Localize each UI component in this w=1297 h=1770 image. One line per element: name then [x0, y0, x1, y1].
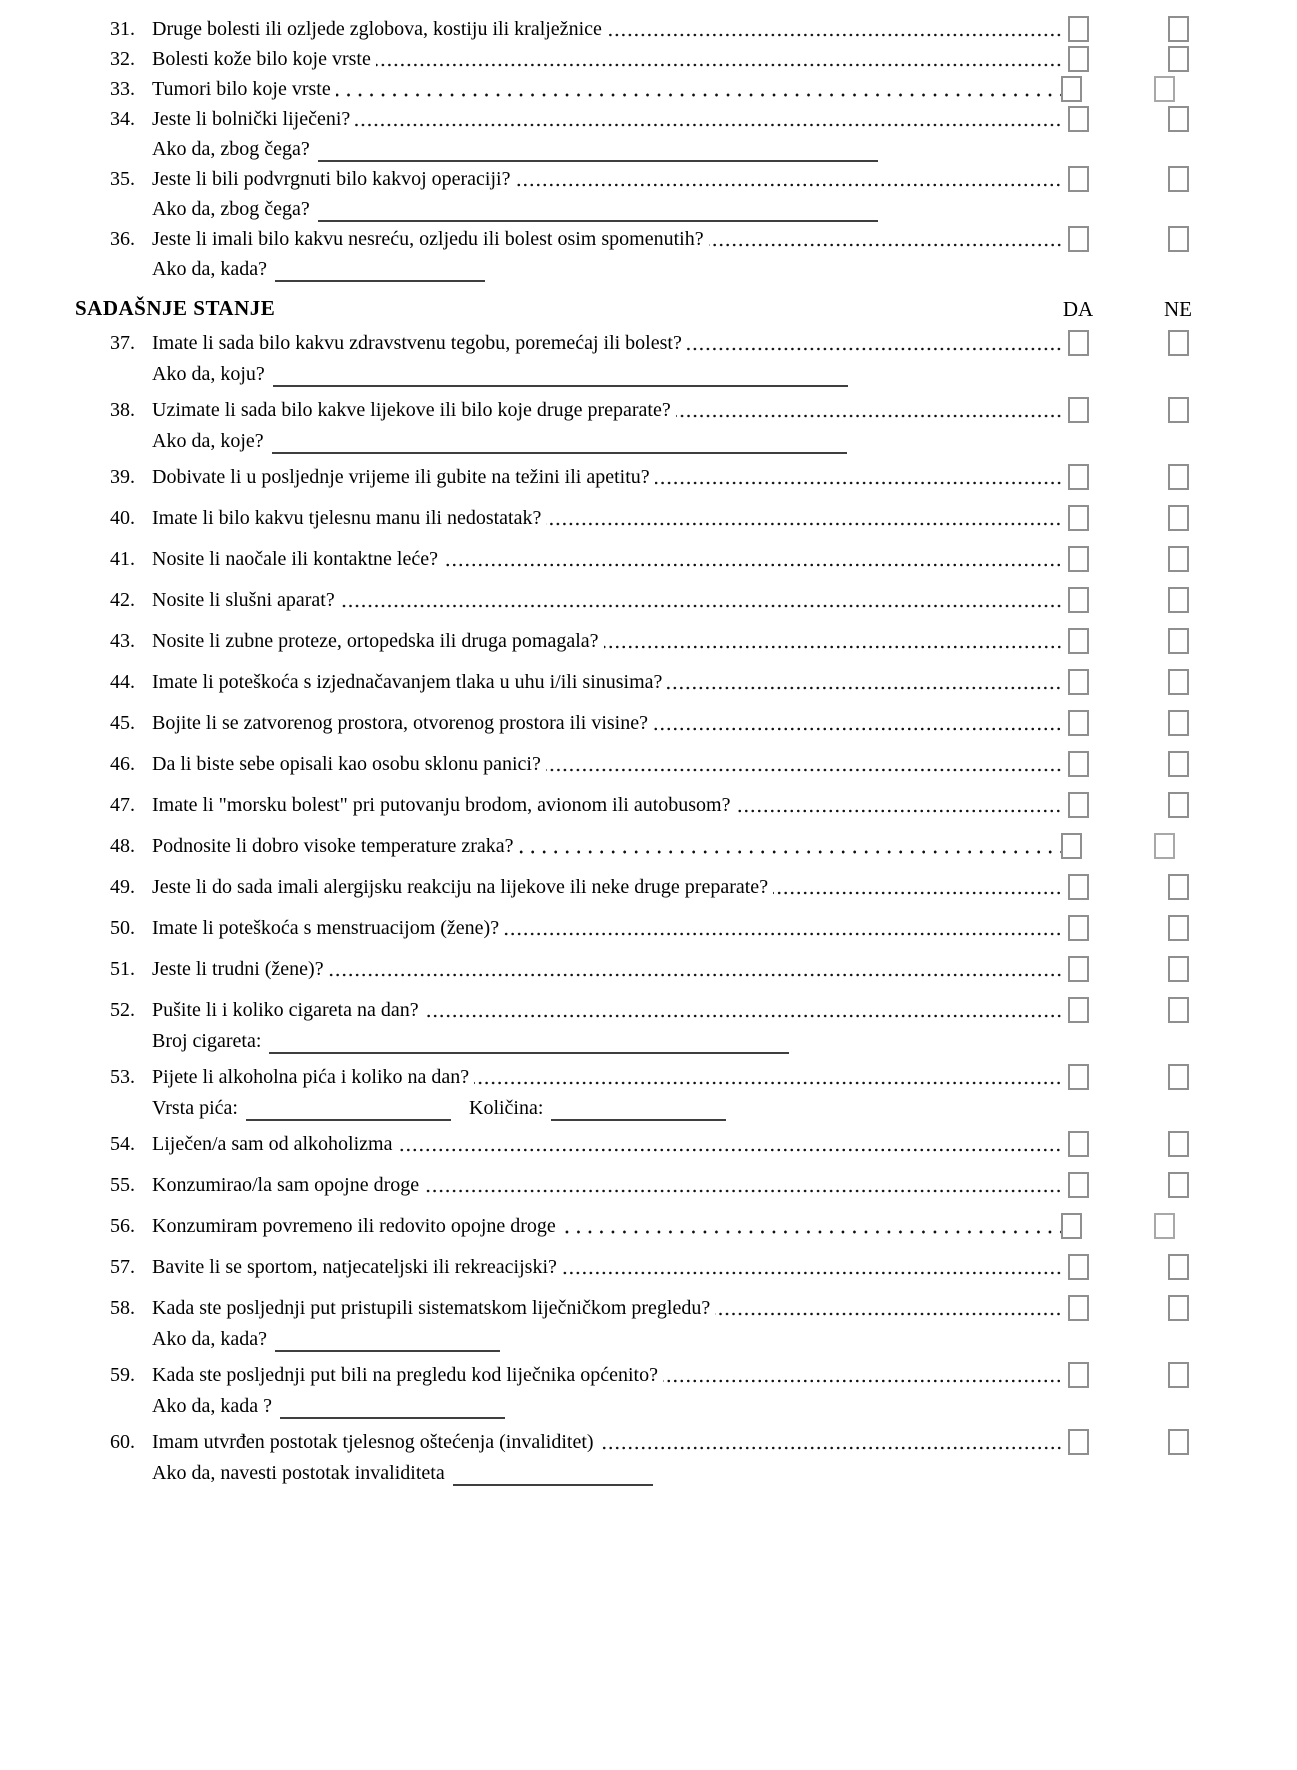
- da-checkbox[interactable]: [1068, 166, 1089, 192]
- ne-checkbox[interactable]: [1168, 397, 1189, 423]
- question-number: 44.: [110, 671, 135, 693]
- dotted-leader: [562, 1271, 1062, 1275]
- question-number: 59.: [110, 1364, 135, 1386]
- dotted-leader: [336, 93, 1067, 97]
- da-checkbox[interactable]: [1068, 915, 1089, 941]
- ne-checkbox[interactable]: [1168, 546, 1189, 572]
- ne-checkbox[interactable]: [1168, 1429, 1189, 1455]
- dotted-leader: [474, 1081, 1062, 1085]
- subline-label: Ako da, navesti postotak invaliditeta: [152, 1462, 445, 1484]
- question-text: Nosite li naočale ili kontaktne leće?: [152, 548, 438, 570]
- question-text: Imate li poteškoća s izjednačavanjem tlaka u uhu i/ili sinusima?: [152, 671, 663, 693]
- question-text: Da li biste sebe opisali kao osobu sklonu panici?: [152, 753, 541, 775]
- question-row: [0, 330, 1297, 356]
- dotted-leader: [667, 686, 1062, 690]
- question-number: 46.: [110, 753, 135, 775]
- fill-in-blank[interactable]: [275, 256, 485, 282]
- subline-segment: [152, 1326, 500, 1352]
- question-row: [0, 792, 1297, 818]
- da-checkbox[interactable]: [1061, 1213, 1082, 1239]
- ne-checkbox[interactable]: [1168, 669, 1189, 695]
- da-checkbox[interactable]: [1068, 106, 1089, 132]
- dotted-leader: [607, 33, 1062, 37]
- question-number: 31.: [110, 18, 135, 40]
- question-subline: [0, 1393, 1297, 1419]
- da-checkbox[interactable]: [1068, 751, 1089, 777]
- ne-checkbox[interactable]: [1168, 330, 1189, 356]
- ne-checkbox[interactable]: [1168, 1254, 1189, 1280]
- da-checkbox[interactable]: [1068, 792, 1089, 818]
- dotted-leader: [355, 123, 1062, 127]
- ne-checkbox[interactable]: [1168, 1064, 1189, 1090]
- question-number: 42.: [110, 589, 135, 611]
- da-checkbox[interactable]: [1068, 1295, 1089, 1321]
- question-row: [0, 874, 1297, 900]
- fill-in-blank[interactable]: [272, 428, 847, 454]
- subline-label: Ako da, zbog čega?: [152, 198, 310, 220]
- ne-checkbox[interactable]: [1168, 915, 1189, 941]
- question-number: 41.: [110, 548, 135, 570]
- question-text: Druge bolesti ili ozljede zglobova, kostiju ili kralježnice: [152, 18, 602, 40]
- question-text: Imate li "morsku bolest" pri putovanju brodom, avionom ili autobusom?: [152, 794, 731, 816]
- question-row: [0, 997, 1297, 1023]
- question-number: 43.: [110, 630, 135, 652]
- da-checkbox[interactable]: [1068, 587, 1089, 613]
- da-checkbox[interactable]: [1068, 1254, 1089, 1280]
- dotted-leader: [515, 183, 1062, 187]
- question-row: [0, 1064, 1297, 1090]
- question-number: 55.: [110, 1174, 135, 1196]
- da-checkbox[interactable]: [1068, 628, 1089, 654]
- subline-label: Ako da, zbog čega?: [152, 138, 310, 160]
- question-text: Kada ste posljednji put bili na pregledu kod liječnika općenito?: [152, 1364, 658, 1386]
- fill-in-blank[interactable]: [318, 136, 878, 162]
- dotted-leader: [604, 645, 1062, 649]
- current-state-section: [0, 330, 1297, 1486]
- da-checkbox[interactable]: [1068, 16, 1089, 42]
- question-row: [0, 1131, 1297, 1157]
- question-text: Konzumirao/la sam opojne droge: [152, 1174, 420, 1196]
- da-checkbox[interactable]: [1068, 1429, 1089, 1455]
- question-text: Bojite li se zatvorenog prostora, otvorenog prostora ili visine?: [152, 712, 648, 734]
- subline-label: Ako da, koje?: [152, 430, 264, 452]
- question-subline: [0, 256, 1297, 282]
- dotted-leader: [687, 347, 1062, 351]
- subline-label: Ako da, koju?: [152, 363, 265, 385]
- dotted-leader: [561, 1230, 1067, 1234]
- subline-label: Vrsta pića:: [152, 1097, 238, 1119]
- dotted-leader: [653, 727, 1062, 731]
- question-row: [0, 1362, 1297, 1388]
- dotted-leader: [519, 850, 1067, 854]
- section-header: [0, 296, 1297, 324]
- fill-in-blank[interactable]: [273, 361, 848, 387]
- question-row: [0, 166, 1297, 192]
- da-checkbox[interactable]: [1068, 546, 1089, 572]
- da-checkbox[interactable]: [1068, 397, 1089, 423]
- question-number: 36.: [110, 228, 135, 250]
- ne-checkbox[interactable]: [1168, 505, 1189, 531]
- history-questions-section: [0, 16, 1297, 282]
- ne-checkbox[interactable]: [1154, 76, 1175, 102]
- subline-segment: [152, 1095, 451, 1121]
- dotted-leader: [715, 1312, 1062, 1316]
- ne-checkbox[interactable]: [1168, 710, 1189, 736]
- fill-in-blank[interactable]: [318, 196, 878, 222]
- dotted-leader: [709, 243, 1062, 247]
- da-checkbox[interactable]: [1061, 76, 1082, 102]
- question-row: [0, 505, 1297, 531]
- subline-segment: [469, 1095, 726, 1121]
- question-row: [0, 915, 1297, 941]
- question-text: Jeste li trudni (žene)?: [152, 958, 324, 980]
- question-text: Bolesti kože bilo koje vrste: [152, 48, 371, 70]
- question-text: Jeste li imali bilo kakvu nesreću, ozljedu ili bolest osim spomenutih?: [152, 228, 704, 250]
- question-number: 45.: [110, 712, 135, 734]
- question-row: [0, 226, 1297, 252]
- question-row: [0, 956, 1297, 982]
- dotted-leader: [735, 809, 1062, 813]
- question-row: [0, 628, 1297, 654]
- question-number: 35.: [110, 168, 135, 190]
- question-row: [0, 46, 1297, 72]
- question-text: Pijete li alkoholna pića i koliko na dan?: [152, 1066, 470, 1088]
- question-text: Bavite li se sportom, natjecateljski ili rekreacijski?: [152, 1256, 557, 1278]
- da-checkbox[interactable]: [1068, 1362, 1089, 1388]
- question-number: 47.: [110, 794, 135, 816]
- question-row: [0, 1213, 1297, 1239]
- ne-checkbox[interactable]: [1168, 106, 1189, 132]
- ne-checkbox[interactable]: [1168, 226, 1189, 252]
- question-subline: [0, 1028, 1297, 1054]
- da-checkbox[interactable]: [1068, 669, 1089, 695]
- question-row: [0, 710, 1297, 736]
- dotted-leader: [676, 414, 1062, 418]
- question-number: 56.: [110, 1215, 135, 1237]
- dotted-leader: [773, 891, 1062, 895]
- ne-checkbox[interactable]: [1168, 166, 1189, 192]
- question-row: [0, 464, 1297, 490]
- question-text: Jeste li bolnički liječeni?: [152, 108, 351, 130]
- subline-segment: [152, 428, 847, 454]
- subline-label: Ako da, kada ?: [152, 1395, 272, 1417]
- fill-in-blank[interactable]: [246, 1095, 451, 1121]
- da-checkbox[interactable]: [1068, 1131, 1089, 1157]
- subline-segment: [152, 136, 878, 162]
- dotted-leader: [546, 522, 1062, 526]
- ne-checkbox[interactable]: [1168, 587, 1189, 613]
- question-number: 53.: [110, 1066, 135, 1088]
- question-text: Jeste li bili podvrgnuti bilo kakvoj operaciji?: [152, 168, 511, 190]
- da-checkbox[interactable]: [1061, 833, 1082, 859]
- question-text: Kada ste posljednji put pristupili sistematskom liječničkom pregledu?: [152, 1297, 711, 1319]
- question-row: [0, 1172, 1297, 1198]
- question-row: [0, 751, 1297, 777]
- question-row: [0, 833, 1297, 859]
- ne-checkbox[interactable]: [1168, 464, 1189, 490]
- question-row: [0, 76, 1297, 102]
- question-subline: [0, 196, 1297, 222]
- da-checkbox[interactable]: [1068, 1172, 1089, 1198]
- ne-checkbox[interactable]: [1168, 1172, 1189, 1198]
- question-row: [0, 1254, 1297, 1280]
- no-column-header: NE: [1164, 297, 1192, 321]
- dotted-leader: [546, 768, 1062, 772]
- question-number: 33.: [110, 78, 135, 100]
- subline-segment: [152, 1460, 653, 1486]
- ne-checkbox[interactable]: [1168, 1362, 1189, 1388]
- question-number: 60.: [110, 1431, 135, 1453]
- yes-column-header: DA: [1062, 297, 1094, 321]
- question-text: Dobivate li u posljednje vrijeme ili gubite na težini ili apetitu?: [152, 466, 650, 488]
- ne-checkbox[interactable]: [1168, 1295, 1189, 1321]
- ne-checkbox[interactable]: [1154, 1213, 1175, 1239]
- ne-checkbox[interactable]: [1168, 997, 1189, 1023]
- question-row: [0, 669, 1297, 695]
- fill-in-blank[interactable]: [269, 1028, 789, 1054]
- ne-checkbox[interactable]: [1168, 1131, 1189, 1157]
- question-number: 54.: [110, 1133, 135, 1155]
- question-number: 58.: [110, 1297, 135, 1319]
- question-text: Jeste li do sada imali alergijsku reakciju na lijekove ili neke druge preparate?: [152, 876, 769, 898]
- fill-in-blank[interactable]: [280, 1393, 505, 1419]
- question-subline: [0, 1460, 1297, 1486]
- question-text: Uzimate li sada bilo kakve lijekove ili bilo koje druge preparate?: [152, 399, 671, 421]
- da-checkbox[interactable]: [1068, 710, 1089, 736]
- dotted-leader: [655, 481, 1062, 485]
- dotted-leader: [397, 1148, 1062, 1152]
- dotted-leader: [376, 63, 1062, 67]
- subline-label: Količina:: [469, 1097, 544, 1119]
- question-text: Imate li bilo kakvu tjelesnu manu ili nedostatak?: [152, 507, 542, 529]
- question-subline: [0, 428, 1297, 454]
- da-checkbox[interactable]: [1068, 997, 1089, 1023]
- question-subline: [0, 1326, 1297, 1352]
- question-subline: [0, 136, 1297, 162]
- question-row: [0, 16, 1297, 42]
- dotted-leader: [599, 1446, 1062, 1450]
- question-text: Nosite li slušni aparat?: [152, 589, 335, 611]
- question-number: 38.: [110, 399, 135, 421]
- question-number: 51.: [110, 958, 135, 980]
- ne-checkbox[interactable]: [1168, 16, 1189, 42]
- fill-in-blank[interactable]: [453, 1460, 653, 1486]
- section-title: SADAŠNJE STANJE: [75, 296, 276, 320]
- subline-label: Ako da, kada?: [152, 1328, 267, 1350]
- question-text: Imam utvrđen postotak tjelesnog oštećenja (invaliditet): [152, 1431, 594, 1453]
- dotted-leader: [424, 1189, 1062, 1193]
- dotted-leader: [504, 932, 1062, 936]
- question-subline: [0, 361, 1297, 387]
- da-checkbox[interactable]: [1068, 330, 1089, 356]
- question-row: [0, 1429, 1297, 1455]
- ne-checkbox[interactable]: [1168, 628, 1189, 654]
- subline-segment: [152, 1028, 789, 1054]
- subline-label: Ako da, kada?: [152, 258, 267, 280]
- fill-in-blank[interactable]: [551, 1095, 726, 1121]
- question-row: [0, 397, 1297, 423]
- question-text: Podnosite li dobro visoke temperature zraka?: [152, 835, 514, 857]
- subline-segment: [152, 256, 485, 282]
- question-row: [0, 1295, 1297, 1321]
- question-number: 52.: [110, 999, 135, 1021]
- da-checkbox[interactable]: [1068, 956, 1089, 982]
- ne-checkbox[interactable]: [1168, 874, 1189, 900]
- question-number: 40.: [110, 507, 135, 529]
- question-number: 50.: [110, 917, 135, 939]
- question-number: 34.: [110, 108, 135, 130]
- ne-checkbox[interactable]: [1154, 833, 1175, 859]
- da-checkbox[interactable]: [1068, 874, 1089, 900]
- question-text: Nosite li zubne proteze, ortopedska ili druga pomagala?: [152, 630, 599, 652]
- question-text: Pušite li i koliko cigareta na dan?: [152, 999, 419, 1021]
- da-checkbox[interactable]: [1068, 505, 1089, 531]
- question-number: 39.: [110, 466, 135, 488]
- ne-checkbox[interactable]: [1168, 956, 1189, 982]
- question-number: 32.: [110, 48, 135, 70]
- ne-checkbox[interactable]: [1168, 46, 1189, 72]
- dotted-leader: [424, 1014, 1062, 1018]
- question-text: Liječen/a sam od alkoholizma: [152, 1133, 393, 1155]
- da-checkbox[interactable]: [1068, 464, 1089, 490]
- dotted-leader: [329, 973, 1062, 977]
- question-number: 37.: [110, 332, 135, 354]
- question-row: [0, 546, 1297, 572]
- subline-segment: [152, 361, 848, 387]
- dotted-leader: [443, 563, 1062, 567]
- dotted-leader: [340, 604, 1062, 608]
- question-text: Imate li poteškoća s menstruacijom (žene)?: [152, 917, 500, 939]
- ne-checkbox[interactable]: [1168, 792, 1189, 818]
- da-checkbox[interactable]: [1068, 1064, 1089, 1090]
- question-number: 49.: [110, 876, 135, 898]
- subline-segment: [152, 1393, 505, 1419]
- question-row: [0, 587, 1297, 613]
- dotted-leader: [663, 1379, 1062, 1383]
- question-text: Konzumiram povremeno ili redovito opojne droge: [152, 1215, 556, 1237]
- da-checkbox[interactable]: [1068, 46, 1089, 72]
- ne-checkbox[interactable]: [1168, 751, 1189, 777]
- question-text: Imate li sada bilo kakvu zdravstvenu tegobu, poremećaj ili bolest?: [152, 332, 682, 354]
- question-text: Tumori bilo koje vrste: [152, 78, 331, 100]
- question-subline: [0, 1095, 1297, 1121]
- question-row: [0, 106, 1297, 132]
- question-number: 48.: [110, 835, 135, 857]
- da-checkbox[interactable]: [1068, 226, 1089, 252]
- question-number: 57.: [110, 1256, 135, 1278]
- subline-segment: [152, 196, 878, 222]
- subline-label: Broj cigareta:: [152, 1030, 262, 1052]
- fill-in-blank[interactable]: [275, 1326, 500, 1352]
